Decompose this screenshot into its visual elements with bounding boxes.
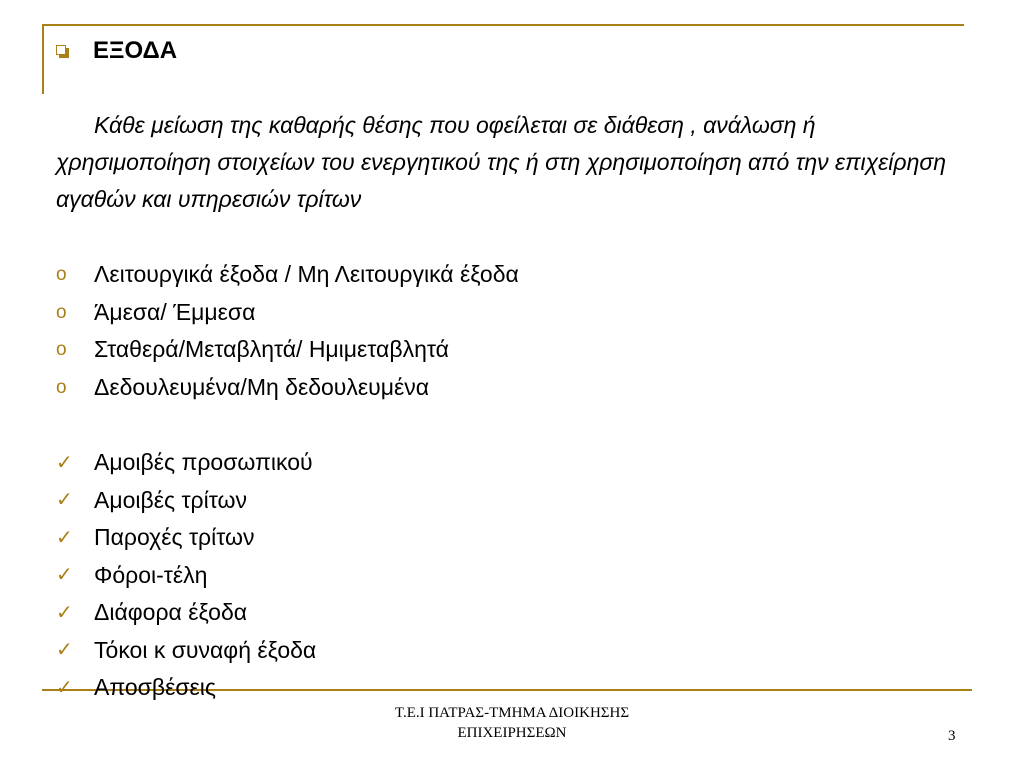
classification-item — [56, 369, 519, 407]
checkmark-bullet-icon: ✓ — [56, 676, 73, 699]
classification-item — [56, 294, 519, 332]
left-rule — [42, 24, 44, 94]
classification-item-text: Σταθερά/Μεταβλητά/ Ημιμεταβλητά — [94, 336, 449, 363]
slide-title: ΕΞΟΔΑ — [93, 37, 178, 64]
top-rule — [42, 24, 964, 26]
expense-category-item — [56, 482, 316, 520]
checkmark-bullet-icon: ✓ — [56, 564, 73, 587]
expense-category-item-text: Αμοιβές τρίτων — [94, 486, 247, 513]
checkmark-bullet-icon: ✓ — [56, 601, 73, 624]
definition-text: Κάθε μείωση της καθαρής θέσης που οφείλεται σε διάθεση , ανάλωση ή χρησιμοποίηση στοιχείων του ενεργητικού της ή στη χρησιμοποίηση από την επιχείρηση αγαθών και υπηρεσιών τρίτων — [56, 112, 946, 212]
expense-category-item-text: Αμοιβές προσωπικού — [94, 449, 313, 476]
checkmark-bullet-icon: ✓ — [56, 451, 73, 474]
expense-categories-list — [56, 444, 316, 707]
checkmark-bullet-icon: ✓ — [56, 489, 73, 512]
definition-paragraph — [56, 107, 956, 218]
square-bullet-face — [56, 45, 66, 55]
page-number: 3 — [948, 728, 956, 744]
classification-item — [56, 331, 519, 369]
circle-bullet-icon: o — [56, 301, 67, 323]
expense-category-item — [56, 669, 316, 707]
expense-category-item — [56, 444, 316, 482]
expense-category-item-text: Αποσβέσεις — [94, 674, 216, 701]
footer-line-1: Τ.Ε.Ι ΠΑΤΡΑΣ-ΤΜΗΜΑ ΔΙΟΙΚΗΣΗΣ — [394, 705, 630, 721]
footer-line-2: ΕΠΙΧΕΙΡΗΣΕΩΝ — [457, 725, 567, 741]
classification-item — [56, 256, 519, 294]
expense-category-item — [56, 557, 316, 595]
circle-bullet-icon: o — [56, 339, 67, 361]
expense-category-item — [56, 594, 316, 632]
expense-category-item-text: Παροχές τρίτων — [94, 524, 255, 551]
circle-bullet-icon: o — [56, 264, 67, 286]
classification-item-text: Άμεσα/ Έμμεσα — [94, 298, 256, 325]
square-bullet-icon — [56, 45, 69, 58]
expense-category-item-text: Φόροι-τέλη — [94, 561, 208, 588]
classification-list — [56, 256, 519, 406]
checkmark-bullet-icon: ✓ — [56, 526, 73, 549]
checkmark-bullet-icon: ✓ — [56, 639, 73, 662]
classification-item-text: Λειτουργικά έξοδα / Μη Λειτουργικά έξοδα — [94, 261, 519, 288]
expense-category-item — [56, 632, 316, 670]
expense-category-item-text: Τόκοι κ συναφή έξοδα — [94, 636, 317, 663]
footer-institution — [356, 703, 668, 743]
classification-item-text: Δεδουλευμένα/Μη δεδουλευμένα — [94, 373, 430, 400]
expense-category-item-text: Διάφορα έξοδα — [94, 599, 248, 626]
circle-bullet-icon: o — [56, 376, 67, 398]
expense-category-item — [56, 519, 316, 557]
title-row — [56, 31, 177, 71]
